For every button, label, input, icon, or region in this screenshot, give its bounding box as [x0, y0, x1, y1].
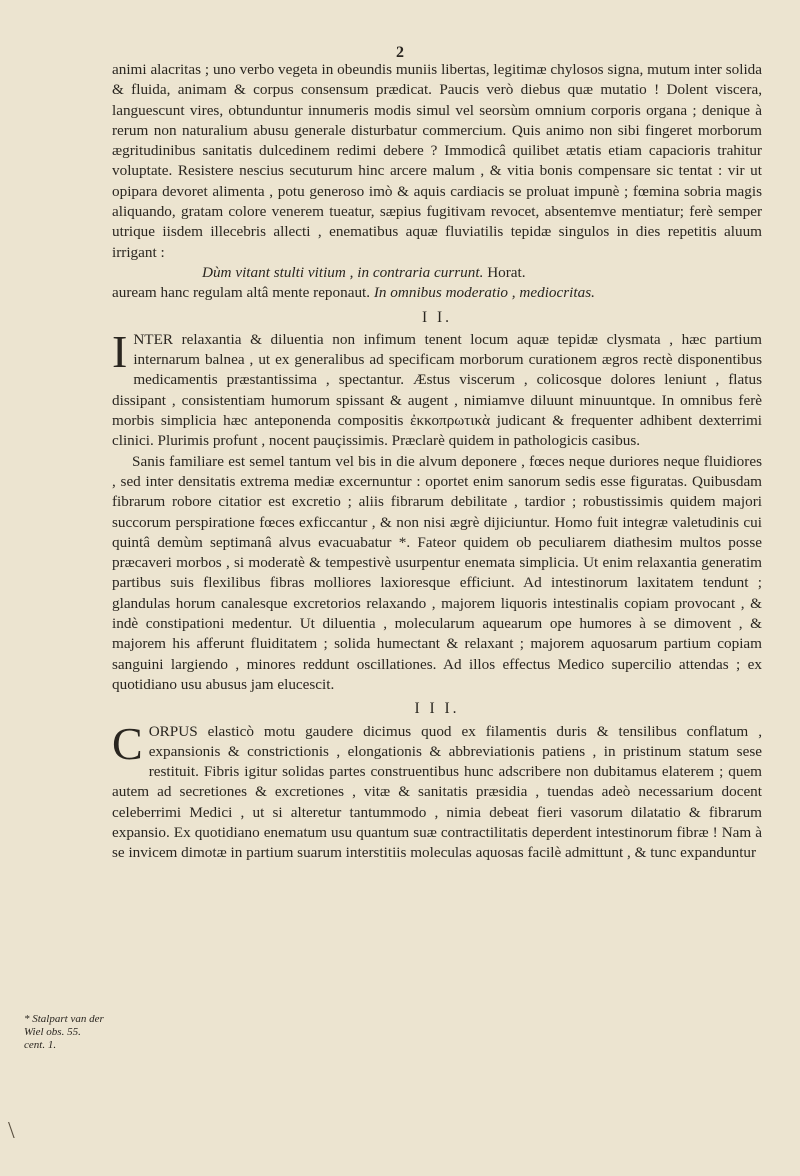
page-number: 2: [396, 44, 404, 61]
margin-footnote: * Stalpart van der Wiel obs. 55. cent. 1.: [24, 1013, 104, 1051]
quote-author: Horat.: [487, 263, 526, 281]
quote-text: Dùm vitant stulti vitium , in contraria currunt.: [202, 263, 484, 281]
section-3-paragraph: [112, 717, 762, 864]
golden-rule-text: auream hanc regulam altâ mente reponaut.: [112, 284, 371, 302]
golden-rule-italic: In omnibus moderatio , mediocritas.: [373, 284, 595, 302]
section-heading-2: I I.: [421, 308, 453, 326]
section-heading-3: I I I.: [414, 700, 460, 718]
paragraph-golden-rule: [112, 283, 762, 303]
paragraph-intro: animi alacritas ; uno verbo vegeta in obeundis muniis libertas, legitimæ chylosos signa, mutum inter solida & fluida, animam & corpus consensum prædicat. Paucis verò diebus quæ mutatio ! Dolent viscera, languescunt vires, obtunduntur innumeris modis simul vel seorsùm omnium corporis organa ; denique à rerum non naturalium abusu generale disturbatur commercium. Quis animo non sibi fingeret morborum ægritudinibus sanitatis dulcedinem redimi debere ? Immodicâ quilibet ætatis etiam capacioris trahitur voluptate. Resistere nescius secuturum hinc arcere malum , & vitia bonis compensare sic tentat : vir ut opipara devoret alimenta , potu generoso imò & aquis cardiacis se proluat impunè ; fœmina sobria magis aliquando, gratam colore venerem tueatur, sæpius fugitivam revocet, absentemve mentiatur; ferè semper utrique iisdem illecebris allecti , enematibus aquæ fluviatilis tepidæ singulos in dies repetitis aluum irrigant :: [112, 61, 762, 261]
section-3-text: ORPUS elasticò motu gaudere dicimus quod ex filamentis duris & tensilibus conflatum , expansionis & constrictionis , elongationis & abbreviationis patiens , in pristinum statum sese restituit. Fibris igitur solidas partes construentibus hunc adscribere non dubitamus elaterem ; quem autem ad secretiones & excretiones , vitæ & sanitatis præsidia , tuendas adeò necessarium docent celeberrimi Medici , ut si alteretur tantummodo , nimia debeat fieri vasorum dilatatio & fibrarum expansio. Ex quotidiano enematum usu quantum suæ contractilitatis deperdent intestinorum fibræ ! Nam à se invicem dimotæ in partium suarum interstitiis moleculas aquosas facilè admittunt , & tunc expanduntur: [112, 722, 762, 862]
horace-quote: [112, 263, 762, 283]
section-2-text-1: NTER relaxantia & diluentia non infimum tenent locum aquæ tepidæ clysmata , hæc partium internarum balnea , ut ex generalibus ad specificam morborum curationem ægros rectè disponentibus medicamentis præstantissima , spectantur. Æstus viscerum , colicosque dolores leniunt , flatus dissipant , consistentiam humorum spissant & augent , nimiamve diluunt minuuntque. In omnibus ferè morbis simplicia hæc anteponenda compositis ἐκκοπρωτικὰ judicant & frequenter adhibent dexterrimi clinici. Plurimis profunt , nocent pauçissimis. Præclarè quidem in pathologicis casibus.: [112, 330, 762, 450]
drop-cap-c: C: [112, 717, 143, 769]
margin-ink-mark: \: [8, 1118, 15, 1144]
section-2-paragraph-1: [112, 325, 762, 452]
main-text-column: [112, 60, 762, 864]
section-2-paragraph-2: Sanis familiare est semel tantum vel bis in die alvum deponere , fœces neque duriores neque fluidiores , sed inter densitatis extrema mediæ excernuntur : oportet enim sanorum sedis esse figuratas. Quibusdam fibrarum robore citatior est excretio ; aliis fibrarum debilitate , tardior ; robustissimis quidem majori succorum perspiratione fœces exficcantur , & non nisi ægrè dijiciuntur. Homo fuit integræ valetudinis cui quintâ demùm septimanâ alvus evacuabatur *. Fateor quidem ob peculiarem diathesim multos posse præcaveri morbos , si moderatè & tempestivè usurpentur enemata simplicia. Ut enim relaxantia generatim partibus suis flexilibus fibras molliores laxioresque efficiunt. Ad intestinorum laxitatem tendunt ; glandulas horum canalesque excretorios relaxando , majorem liquoris intestinalis copiam provocant , & indè constipationi medentur. Ut diluentia , molecularum aquearum ope humores à se dimovent , & majorem his afferunt fluiditatem ; solida humectant & relaxant ; majorem aquosarum partium copiam sanguini largiendo , minores reddunt oscillationes. Ad illos effectus Medico supercilio attendas ; ex quotidiano usu abusus jam elucescit.: [112, 452, 762, 693]
drop-cap-i: I: [112, 325, 128, 377]
